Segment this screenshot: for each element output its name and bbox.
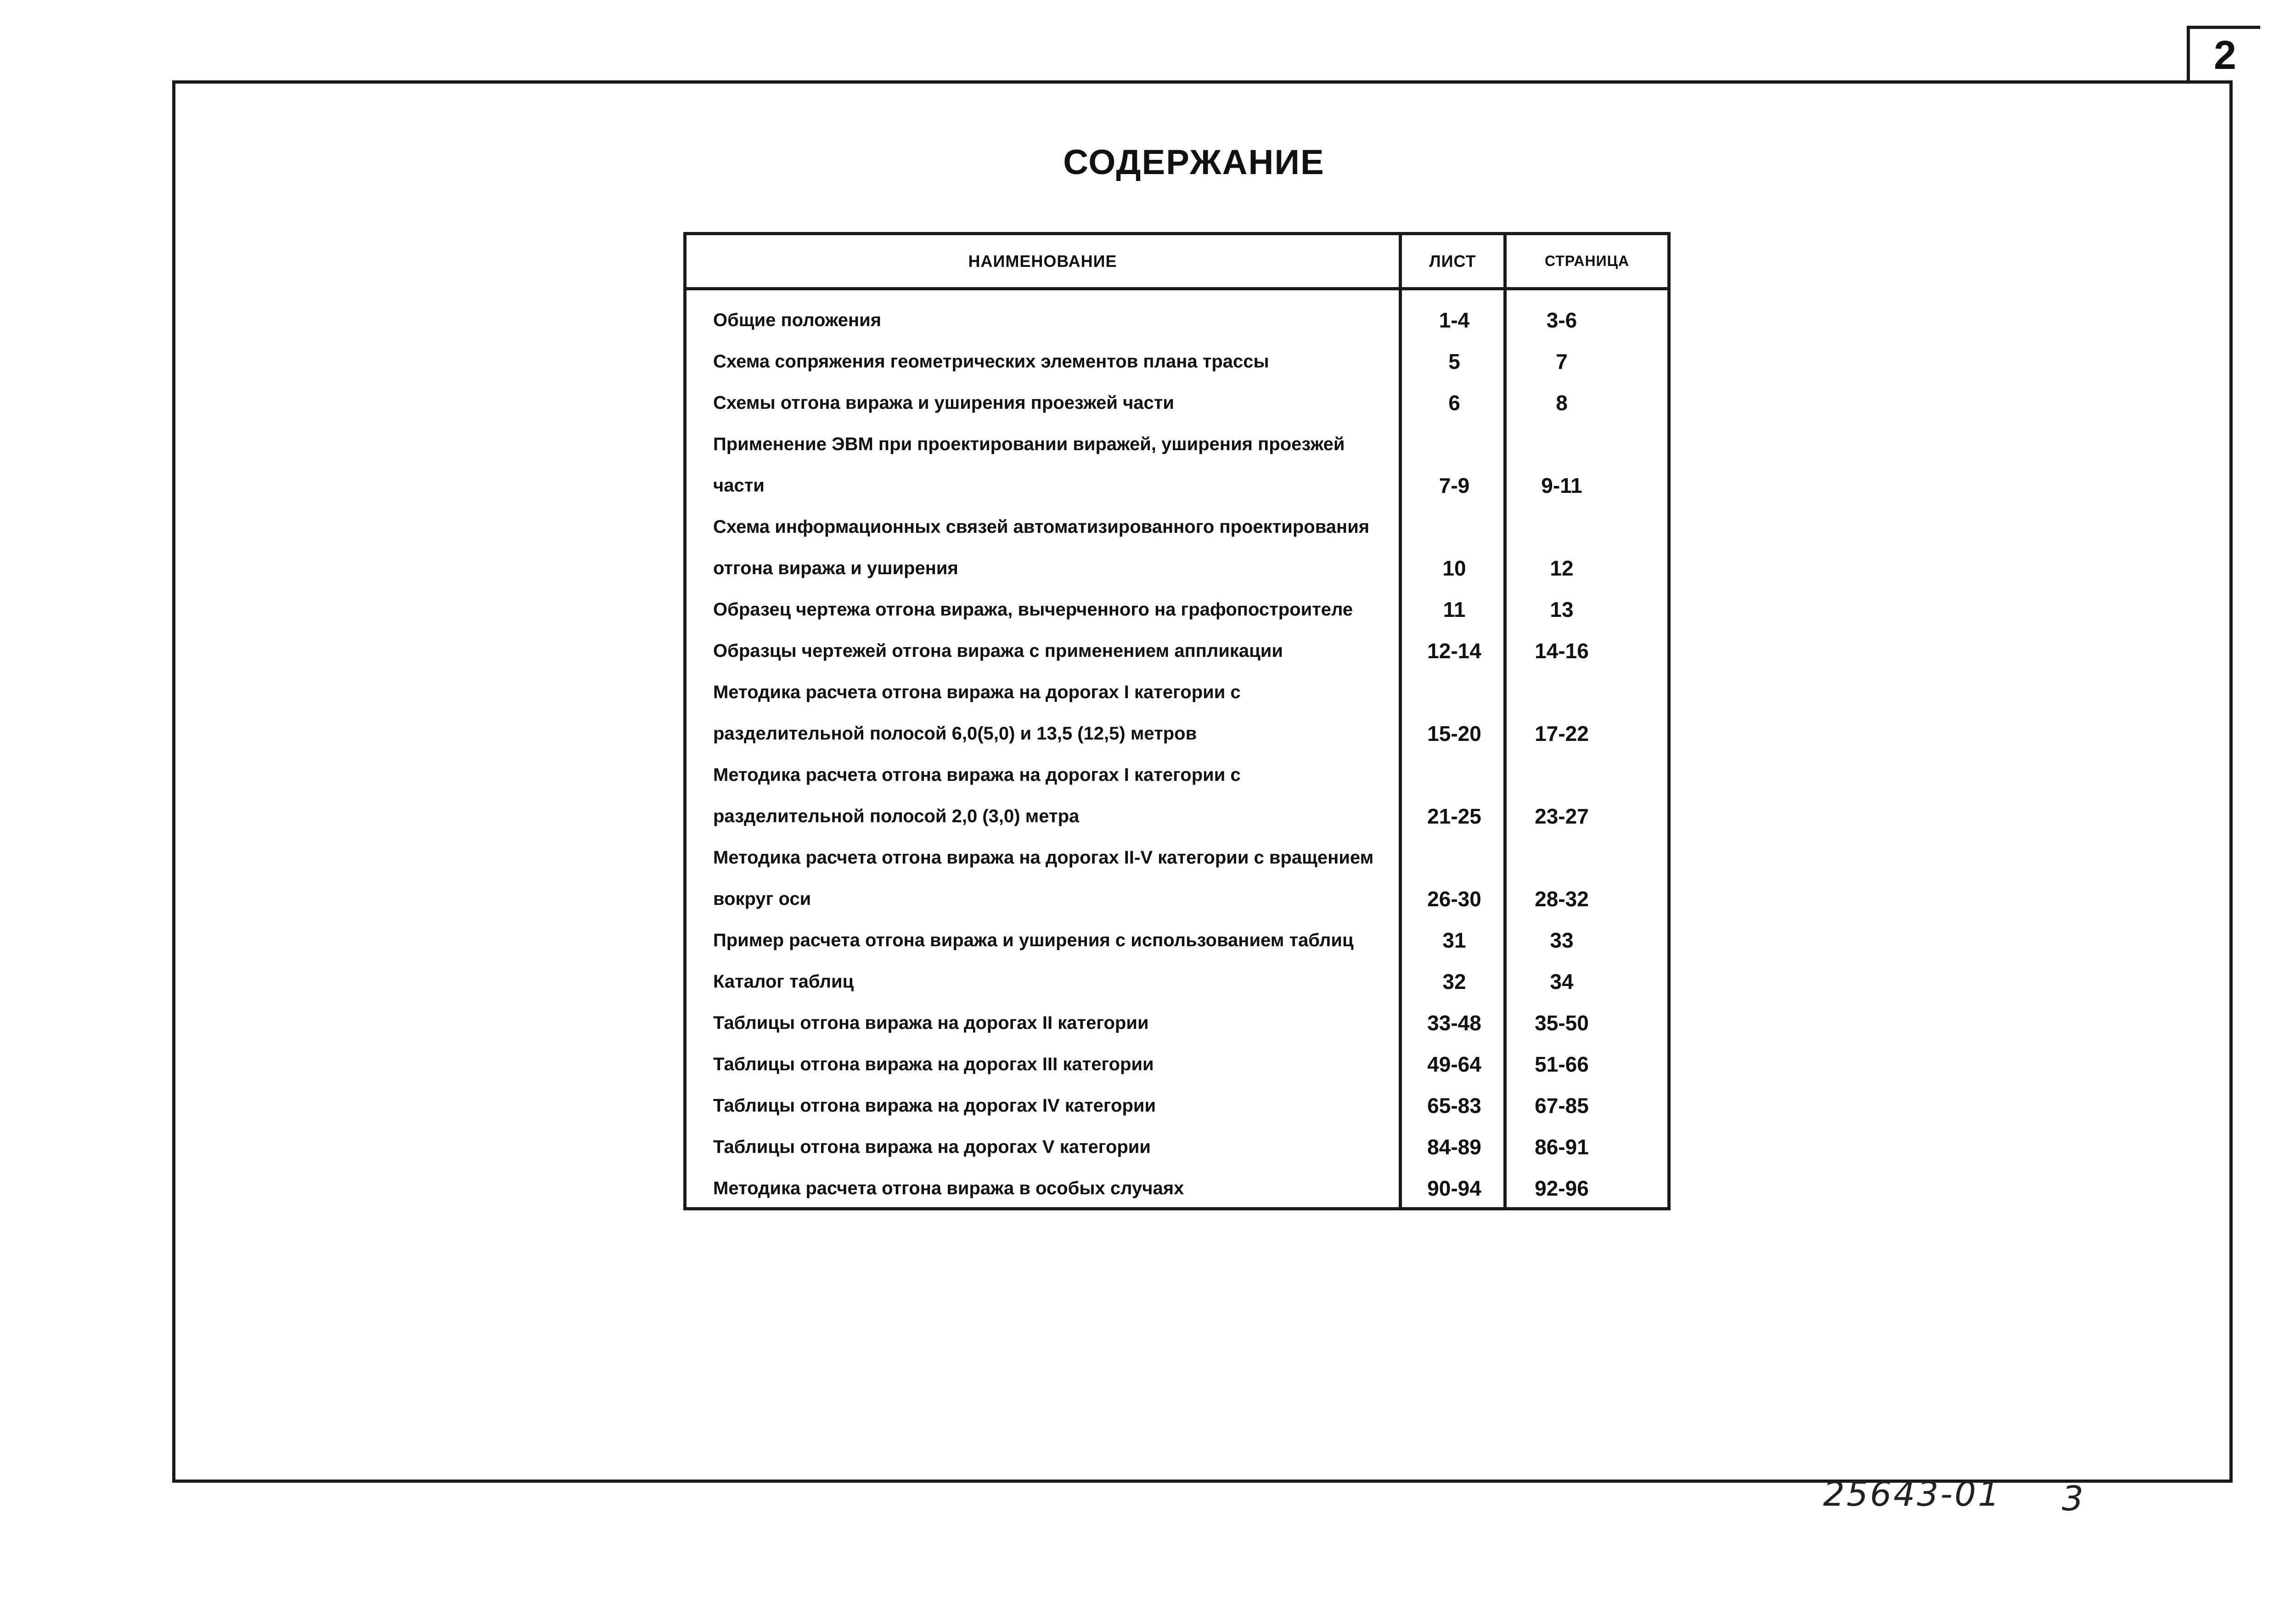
row-page: 13 [1550, 598, 1574, 621]
table-row [687, 672, 1667, 754]
row-sheets: 84-89 [1427, 1135, 1481, 1159]
row-name: Образец чертежа отгона виража, вычерченного на графопостроителе [713, 599, 1353, 620]
row-page: 12 [1550, 556, 1574, 580]
row-sheets: 32 [1442, 970, 1466, 994]
row-name: Образцы чертежей отгона виража с применением аппликации [713, 641, 1283, 661]
row-page: 23-27 [1535, 804, 1589, 828]
table-row [687, 630, 1667, 672]
row-page: 3-6 [1546, 308, 1577, 332]
table-row [687, 1044, 1667, 1085]
row-name: Методика расчета отгона виража на дорогах II-V категории с вращением вокруг оси [713, 847, 1374, 909]
row-sheets: 65-83 [1427, 1094, 1481, 1118]
row-name: Схема сопряжения геометрических элементов плана трассы [713, 351, 1269, 372]
row-name: Таблицы отгона виража на дорогах III категории [713, 1054, 1154, 1074]
row-sheets: 49-64 [1427, 1052, 1481, 1076]
table-row [687, 1168, 1667, 1209]
document-code: 25643-01 [1823, 1474, 2002, 1514]
table-row [687, 837, 1667, 920]
row-sheets: 15-20 [1427, 722, 1481, 746]
row-name: Методика расчета отгона виража на дорогах I категории с разделительной полосой 6,0(5,0) и 13,5 (12,5) метров [713, 682, 1241, 744]
row-sheets: 1-4 [1439, 308, 1470, 332]
row-page: 17-22 [1535, 722, 1589, 746]
table-row [687, 382, 1667, 424]
page-number: 3 [2062, 1479, 2084, 1519]
row-sheets: 26-30 [1427, 887, 1481, 911]
table-row [687, 961, 1667, 1002]
row-page: 28-32 [1535, 887, 1589, 911]
row-name: Таблицы отгона виража на дорогах V категории [713, 1137, 1151, 1157]
sheet-number: 2 [2187, 26, 2260, 81]
table-row [687, 589, 1667, 630]
page-title: СОДЕРЖАНИЕ [1063, 143, 1325, 182]
row-sheets: 7-9 [1439, 474, 1470, 497]
table-row [687, 1126, 1667, 1168]
row-page: 86-91 [1535, 1135, 1589, 1159]
row-sheets: 11 [1443, 598, 1466, 621]
row-page: 7 [1556, 350, 1568, 373]
row-sheets: 6 [1448, 391, 1460, 415]
row-sheets: 12-14 [1427, 639, 1481, 663]
row-name: Схемы отгона виража и уширения проезжей части [713, 393, 1174, 413]
row-page: 8 [1556, 391, 1568, 415]
row-page: 92-96 [1535, 1176, 1589, 1200]
row-name: Применение ЭВМ при проектировании виражей, уширения проезжей части [713, 434, 1345, 496]
row-name: Пример расчета отгона виража и уширения с использованием таблиц [713, 930, 1354, 950]
table-row [687, 1002, 1667, 1044]
row-page: 35-50 [1535, 1011, 1589, 1035]
table-row [687, 1085, 1667, 1126]
row-name: Схема информационных связей автоматизированного проектирования отгона виража и уширения [713, 517, 1370, 578]
header-divider [687, 287, 1667, 290]
header-name: НАИМЕНОВАНИЕ [968, 251, 1117, 271]
table-row [687, 754, 1667, 837]
contents-table [683, 232, 1671, 1210]
row-sheets: 5 [1448, 350, 1460, 373]
table-row [687, 424, 1667, 506]
row-sheets: 31 [1442, 928, 1466, 952]
table-row [687, 299, 1667, 341]
row-sheets: 21-25 [1427, 804, 1481, 828]
table-body [687, 299, 1667, 1209]
row-page: 67-85 [1535, 1094, 1589, 1118]
row-name: Каталог таблиц [713, 971, 854, 992]
row-page: 34 [1550, 970, 1574, 994]
row-name: Таблицы отгона виража на дорогах II категории [713, 1013, 1149, 1033]
row-page: 51-66 [1535, 1052, 1589, 1076]
header-sheets: ЛИСТ [1429, 251, 1476, 271]
table-row [687, 341, 1667, 382]
row-sheets: 10 [1442, 556, 1466, 580]
row-name: Методика расчета отгона виража в особых случаях [713, 1178, 1184, 1198]
table-row [687, 506, 1667, 589]
header-page: СТРАНИЦА [1544, 253, 1630, 269]
row-name: Общие положения [713, 310, 882, 330]
row-page: 9-11 [1541, 474, 1582, 497]
row-page: 14-16 [1535, 639, 1589, 663]
row-name: Таблицы отгона виража на дорогах IV категории [713, 1096, 1156, 1116]
row-sheets: 33-48 [1427, 1011, 1481, 1035]
row-name: Методика расчета отгона виража на дорогах I категории с разделительной полосой 2,0 (3,0) метра [713, 765, 1241, 826]
table-row [687, 920, 1667, 961]
row-sheets: 90-94 [1427, 1176, 1481, 1200]
row-page: 33 [1550, 928, 1574, 952]
